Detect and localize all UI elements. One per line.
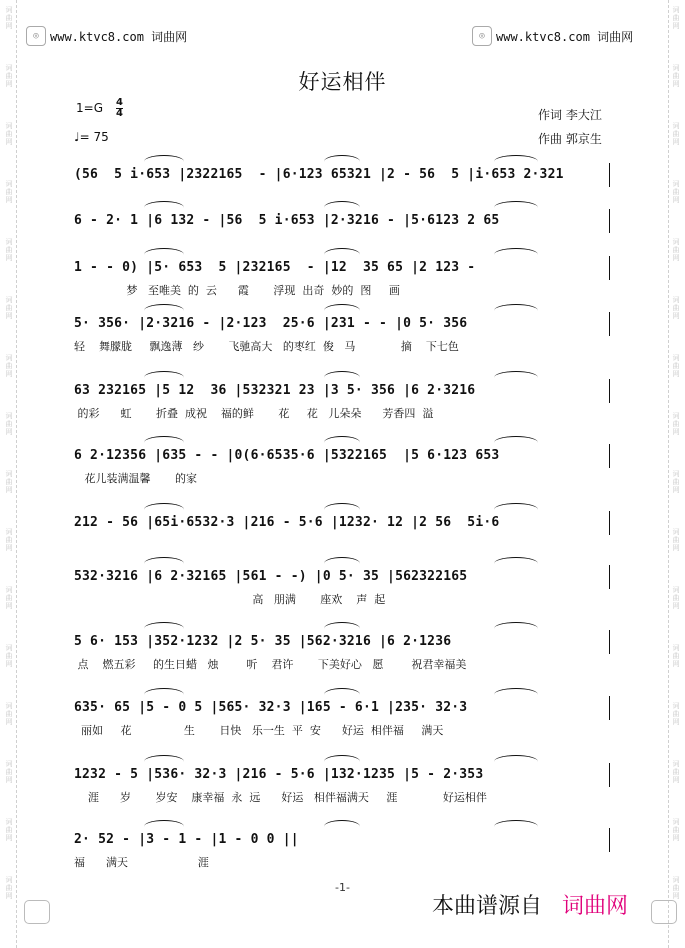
side-watermark-mark: 词 曲 网	[672, 122, 680, 146]
slur-mark	[324, 557, 360, 570]
notation-line: 63 232165 |5 12 36 |532321 23 |3 5· 356 |6 2·3216	[74, 383, 476, 398]
left-margin-strip	[2, 0, 17, 948]
slur-mark	[494, 155, 538, 168]
lyric-line: 点 燃五彩 的生日蜡 烛 听 君许 下美好心 愿 祝君幸福美	[74, 658, 467, 671]
side-watermark-mark: 词 曲 网	[5, 818, 13, 842]
notation-line: 1 - - 0) |5· 653 5 |232165 - |12 35 65 |2 123 -	[74, 260, 476, 275]
barline	[609, 763, 610, 787]
notation-line: 2· 52 - |3 - 1 - |1 - 0 0 ||	[74, 832, 299, 847]
notation-line: 212 - 56 |65i·6532·3 |216 - 5·6 |1232· 12 |2 56 5i·6	[74, 515, 500, 530]
side-watermark-mark: 词 曲 网	[5, 354, 13, 378]
barline	[609, 828, 610, 852]
meter-top: 4	[116, 97, 123, 108]
lyric-line: 轻 舞朦胧 飘逸薄 纱 飞驰高大 的枣红 俊 马 摘 下七色	[74, 340, 459, 353]
lyric-line: 梦 至唯美 的 云 霞 浮现 出奇 妙的 图 画	[74, 284, 400, 297]
side-watermark-mark: 词 曲 网	[672, 760, 680, 784]
slur-mark	[494, 304, 538, 317]
source-prefix: 本曲谱源自	[432, 894, 543, 919]
barline	[609, 565, 610, 589]
side-watermark-mark: 词 曲 网	[672, 354, 680, 378]
site-logo-icon: ◎	[472, 26, 492, 46]
slur-mark	[144, 155, 184, 168]
side-watermark-mark: 词 曲 网	[672, 470, 680, 494]
side-watermark-mark: 词 曲 网	[672, 180, 680, 204]
slur-mark	[144, 436, 184, 449]
slur-mark	[144, 820, 184, 833]
side-watermark-mark: 词 曲 网	[5, 702, 13, 726]
tempo-marking: ♩= 75	[74, 130, 109, 144]
lyricist-credit: 作词 李大江	[538, 108, 602, 122]
barline	[609, 511, 610, 535]
song-title: 好运相伴	[298, 70, 387, 94]
side-watermark-mark: 词 曲 网	[672, 412, 680, 436]
side-watermark-mark: 词 曲 网	[5, 412, 13, 436]
watermark-right[interactable]	[472, 26, 633, 46]
lyric-line: 丽如 花 生 日快 乐一生 平 安 好运 相伴福 满天	[74, 724, 444, 737]
side-watermark-mark: 词 曲 网	[672, 6, 680, 30]
source-credit[interactable]	[432, 889, 628, 920]
site-logo-icon: ◎	[26, 26, 46, 46]
side-watermark-mark: 词 曲 网	[672, 64, 680, 88]
slur-mark	[324, 503, 360, 516]
slur-mark	[324, 155, 360, 168]
barline	[609, 209, 610, 233]
notation-line: 5· 356· |2·3216 - |2·123 25·6 |231 - - |0 5· 356	[74, 316, 468, 331]
side-watermark-mark: 词 曲 网	[672, 702, 680, 726]
slur-mark	[144, 557, 184, 570]
slur-mark	[494, 755, 538, 768]
side-watermark-mark: 词 曲 网	[5, 6, 13, 30]
slur-mark	[144, 622, 184, 635]
lyric-line: 涯 岁 岁安 康幸福 永 远 好运 相伴福满天 涯 好运相伴	[74, 791, 487, 804]
side-watermark-mark: 词 曲 网	[5, 64, 13, 88]
watermark-text: www.ktvc8.com 词曲网	[496, 29, 634, 44]
slur-mark	[144, 248, 184, 261]
barline	[609, 256, 610, 280]
slur-mark	[494, 201, 538, 214]
side-watermark-mark: 词 曲 网	[5, 470, 13, 494]
side-watermark-mark: 词 曲 网	[5, 238, 13, 262]
barline	[609, 444, 610, 468]
barline	[609, 696, 610, 720]
side-watermark-mark: 词 曲 网	[5, 760, 13, 784]
side-watermark-mark: 词 曲 网	[672, 586, 680, 610]
lyric-line: 福 满天 涯	[74, 856, 209, 869]
slur-mark	[144, 503, 184, 516]
side-watermark-mark: 词 曲 网	[672, 876, 680, 900]
slur-mark	[494, 557, 538, 570]
watermark-text: www.ktvc8.com 词曲网	[50, 29, 188, 44]
side-watermark-mark: 词 曲 网	[5, 644, 13, 668]
barline	[609, 312, 610, 336]
slur-mark	[494, 503, 538, 516]
barline	[609, 630, 610, 654]
barline	[609, 379, 610, 403]
composer-credit: 作曲 郭京生	[538, 132, 602, 146]
lyric-line: 的彩 虹 折叠 成祝 福的鲜 花 花 儿朵朵 芳香四 溢	[74, 407, 434, 420]
slur-mark	[324, 436, 360, 449]
side-watermark-mark: 词 曲 网	[5, 180, 13, 204]
side-watermark-mark: 词 曲 网	[5, 122, 13, 146]
notation-line: (56 5 i·653 |2322165 - |6·123 65321 |2 - 56 5 |i·653 2·321	[74, 167, 564, 182]
side-watermark-mark: 词 曲 网	[672, 528, 680, 552]
slur-mark	[144, 304, 184, 317]
right-margin-strip	[668, 0, 683, 948]
slur-mark	[324, 820, 360, 833]
key-signature: 1=G	[76, 101, 103, 115]
side-watermark-mark: 词 曲 网	[672, 238, 680, 262]
source-brand: 词曲网	[562, 894, 629, 919]
side-watermark-mark: 词 曲 网	[5, 876, 13, 900]
notation-line: 5 6· 153 |352·1232 |2 5· 35 |562·3216 |6 2·1236	[74, 634, 452, 649]
slur-mark	[324, 688, 360, 701]
slur-mark	[494, 622, 538, 635]
slur-mark	[324, 755, 360, 768]
footer-logo-icon	[651, 900, 677, 924]
notation-line: 1232 - 5 |536· 32·3 |216 - 5·6 |132·1235 |5 - 2·353	[74, 767, 484, 782]
notation-line: 635· 65 |5 - 0 5 |565· 32·3 |165 - 6·1 |235· 32·3	[74, 700, 468, 715]
slur-mark	[324, 371, 360, 384]
slur-mark	[494, 248, 538, 261]
slur-mark	[494, 436, 538, 449]
side-watermark-mark: 词 曲 网	[672, 818, 680, 842]
footer-logo-icon	[24, 900, 50, 924]
slur-mark	[144, 201, 184, 214]
lyric-line: 花儿装满温馨 的家	[74, 472, 197, 485]
meter-bottom: 4	[116, 108, 123, 119]
slur-mark	[324, 622, 360, 635]
slur-mark	[324, 304, 360, 317]
lyric-line: 高 朋满 座欢 声 起	[74, 593, 386, 606]
slur-mark	[494, 371, 538, 384]
page-number: -1-	[335, 881, 350, 894]
slur-mark	[494, 820, 538, 833]
notation-line: 6 2·12356 |635 - - |0(6·6535·6 |5322165 |5 6·123 653	[74, 448, 500, 463]
slur-mark	[144, 688, 184, 701]
slur-mark	[144, 371, 184, 384]
notation-line: 532·3216 |6 2·32165 |561 - -) |0 5· 35 |562322165	[74, 569, 468, 584]
barline	[609, 163, 610, 187]
time-signature	[116, 98, 123, 119]
notation-line: 6 - 2· 1 |6 132 - |56 5 i·653 |2·3216 - |5·6123 2 65	[74, 213, 500, 228]
watermark-left[interactable]	[26, 26, 187, 46]
slur-mark	[144, 755, 184, 768]
side-watermark-mark: 词 曲 网	[5, 528, 13, 552]
side-watermark-mark: 词 曲 网	[672, 296, 680, 320]
slur-mark	[324, 201, 360, 214]
slur-mark	[324, 248, 360, 261]
side-watermark-mark: 词 曲 网	[5, 586, 13, 610]
side-watermark-mark: 词 曲 网	[672, 644, 680, 668]
side-watermark-mark: 词 曲 网	[5, 296, 13, 320]
slur-mark	[494, 688, 538, 701]
